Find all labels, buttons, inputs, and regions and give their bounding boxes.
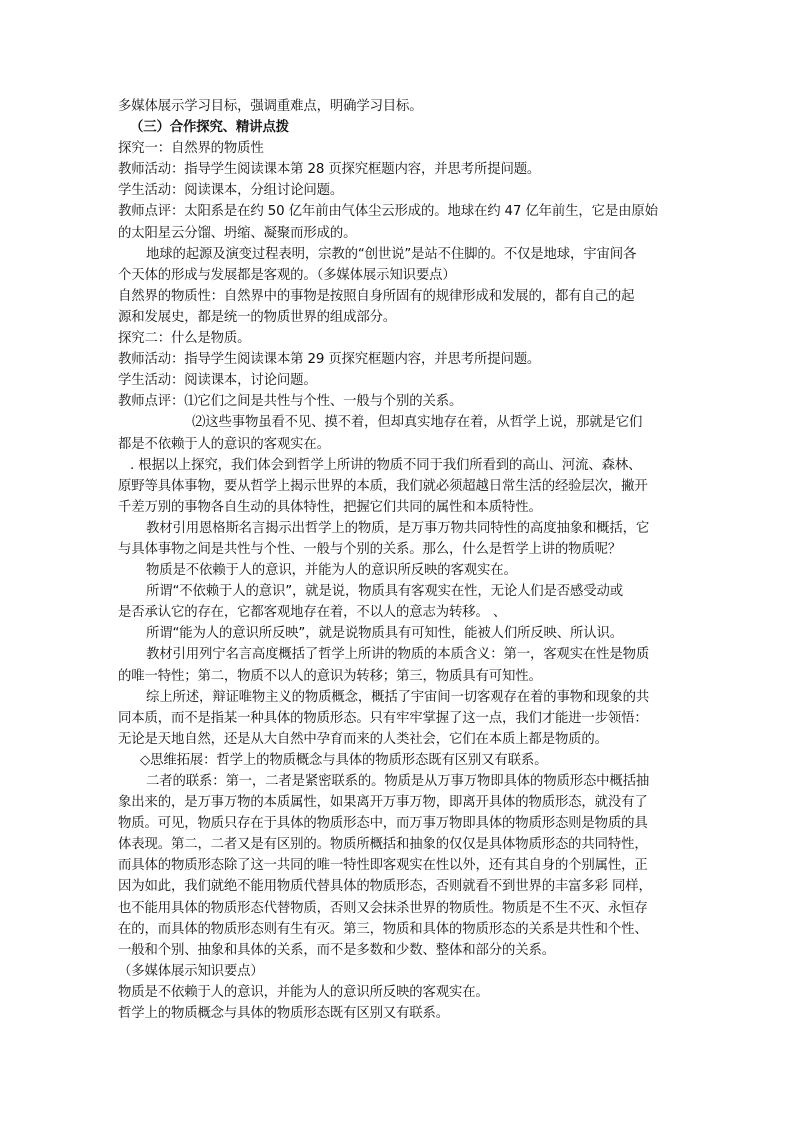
text-line: 也不能用具体的物质形态代替物质，否则又会抹杀世界的物质性。物质是不生不灭、永恒存	[118, 900, 648, 916]
text-line: 象出来的，是万事万物的本质属性，如果离开万事万物，即离开具体的物质形态，就没有了	[118, 795, 648, 811]
text-line: 同本质，而不是指某一种具体的物质形态。只有牢牢掌握了这一点，我们才能进一步领悟：	[118, 710, 648, 726]
document-body	[118, 96, 680, 1024]
text-line: 与具体事物之间是共性与个性、一般与个别的关系。那么，什么是哲学上讲的物质呢？	[118, 541, 622, 557]
text-line: 而具体的物质形态除了这一共同的唯一特性即客观实在性以外，还有其自身的个别属性，正	[118, 858, 648, 874]
text-line: 哲学上的物质概念与具体的物质形态既有区别又有联系。	[118, 1006, 450, 1022]
text-line: 都是不依赖于人的意识的客观实在。	[118, 436, 330, 452]
text-line: 教师点评：⑴它们之间是共性与个性、一般与个别的关系。	[118, 394, 463, 410]
text-line: 的太阳星云分馏、坍缩、凝聚而形成的。	[118, 225, 357, 241]
text-line: 综上所述，辩证唯物主义的物质概念，概括了宇宙间一切客观存在着的事物和现象的共	[146, 689, 650, 705]
text-line: 自然界的物质性：自然界中的事物是按照自身所固有的规律形成和发展的，都有自己的起	[118, 288, 635, 304]
text-line: 教师活动：指导学生阅读课本第 28 页探究框题内容，并思考所提问题。	[118, 162, 541, 178]
text-line: 所谓“不依赖于人的意识”，就是说，物质具有客观实在性，无论人们是否感受动或	[146, 584, 623, 600]
text-line: 所谓“能为人的意识所反映”，就是说物质具有可知性，能被人们所反映、所认识。	[146, 626, 623, 642]
text-line: . 根据以上探究，我们体会到哲学上所讲的物质不同于我们所看到的高山、河流、森林、	[130, 457, 642, 473]
text-line: ⑵这些事物虽看不见、摸不着，但却真实地存在着，从哲学上说，那就是它们	[192, 415, 643, 431]
text-line: 物质。可见，物质只存在于具体的物质形态中，而万事万物即具体的物质形态则是物质的具	[118, 816, 648, 832]
text-line: 源和发展史，都是统一的物质世界的组成部分。	[118, 309, 397, 325]
section-heading: （三）合作探究、精讲点拨	[130, 120, 289, 136]
text-line: 体表现。第二，二者又是有区别的。物质所概括和抽象的仅仅是具体物质形态的共同特性，	[118, 837, 648, 853]
text-line: 教师点评：太阳系是在约 50 亿年前由气体尘云形成的。地球在约 47 亿年前生，它是由原始	[118, 204, 658, 220]
text-line: 二者的联系：第一，二者是紧密联系的。物质是从万事万物即具体的物质形态中概括抽	[146, 774, 650, 789]
text-line: ◇思维拓展：哲学上的物质概念与具体的物质形态既有区别又有联系。	[140, 752, 548, 768]
text-line: 物质是不依赖于人的意识，并能为人的意识所反映的客观实在。	[146, 563, 517, 579]
text-line: 探究一：自然界的物质性	[118, 141, 264, 157]
text-line: 个天体的形成与发展都是客观的。（多媒体展示知识要点）	[118, 267, 456, 283]
text-line: 教材引用恩格斯名言揭示出哲学上的物质，是万事万物共同特性的高度抽象和概括，它	[146, 520, 650, 536]
text-line: 多媒体展示学习目标，强调重难点，明确学习目标。	[118, 99, 423, 114]
text-line: 原野等具体事物，要从哲学上揭示世界的本质，我们就必须超越日常生活的经验层次，撇开	[118, 478, 648, 494]
text-line: 因为如此，我们就绝不能用物质代替具体的物质形态，否则就看不到世界的丰富多彩 同样，	[118, 879, 652, 895]
text-line: 千差万别的事物各自生动的具体特性，把握它们共同的属性和本质特性。	[118, 499, 542, 515]
text-line: 学生活动：阅读课本，讨论问题。	[118, 373, 317, 389]
text-line: 一般和个别、抽象和具体的关系，而不是多数和少数、整体和部分的关系。	[118, 942, 555, 958]
text-line: 学生活动：阅读课本，分组讨论问题。	[118, 183, 344, 199]
text-line: 教材引用列宁名言高度概括了哲学上所讲的物质的本质含义：第一，客观实在性是物质	[146, 647, 650, 663]
text-line: 是否承认它的存在，它都客观地存在着，不以人的意志为转移。 、	[118, 605, 507, 621]
text-line: 在的，而具体的物质形态则有生有灭。第三，物质和具体的物质形态的关系是共性和个性、	[118, 921, 648, 937]
text-line: 探究二：什么是物质。	[118, 331, 251, 347]
text-line: 教师活动：指导学生阅读课本第 29 页探究框题内容，并思考所提问题。	[118, 352, 541, 368]
text-line: 地球的起源及演变过程表明，宗教的“创世说”是站不住脚的。不仅是地球，宇宙间各	[146, 246, 637, 262]
text-line: 物质是不依赖于人的意识，并能为人的意识所反映的客观实在。	[118, 984, 489, 1000]
text-line: 的唯一特性；第二，物质不以人的意识为转移；第三，物质具有可知性。	[118, 668, 542, 684]
text-line: 无论是天地自然，还是从大自然中孕育而来的人类社会，它们在本质上都是物质的。	[118, 731, 608, 747]
text-line: （多媒体展示知识要点）	[118, 963, 264, 979]
